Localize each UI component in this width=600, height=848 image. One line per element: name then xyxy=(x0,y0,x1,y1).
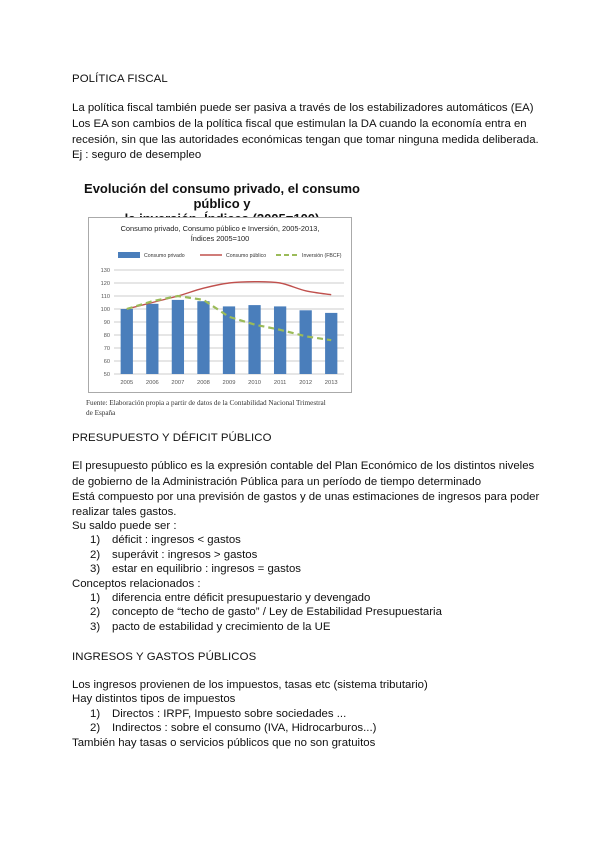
y-tick-label: 110 xyxy=(101,294,110,301)
list-number: 1) xyxy=(90,708,101,720)
paragraph-line: La política fiscal también puede ser pasiva a través de los estabilizadores automáticos (EA) xyxy=(72,102,534,114)
legend-label: Inversión (FBCF) xyxy=(302,253,342,259)
list-text: pacto de estabilidad y crecimiento de la UE xyxy=(112,621,331,633)
x-tick-label: 2009 xyxy=(222,380,236,386)
bar xyxy=(248,305,260,374)
paragraph-line: Está compuesto por una previsión de gastos y de unas estimaciones de ingresos para poder xyxy=(72,491,540,503)
bar xyxy=(223,306,235,374)
paragraph-line: También hay tasas o servicios públicos que no son gratuitos xyxy=(72,737,376,749)
chart-x-axis xyxy=(120,380,337,386)
list-text: Indirectos : sobre el consumo (IVA, Hidrocarburos...) xyxy=(112,722,377,734)
legend-swatch xyxy=(118,252,140,258)
paragraph-line: recesión, sin que las autoridades económicas tengan que tomar ninguna medida deliberada. xyxy=(72,134,539,146)
section-title-presupuesto: PRESUPUESTO Y DÉFICIT PÚBLICO xyxy=(72,432,272,444)
bar xyxy=(325,313,337,374)
paragraph-line: Conceptos relacionados : xyxy=(72,578,201,590)
bar xyxy=(274,306,286,374)
y-tick-label: 70 xyxy=(103,346,110,353)
paragraph-line: de gobierno de la Administración Pública para un período de tiempo determinado xyxy=(72,476,482,488)
list-item xyxy=(90,720,376,736)
list-text: estar en equilibrio : ingresos = gastos xyxy=(112,563,302,575)
list-number: 2) xyxy=(90,722,101,734)
x-tick-label: 2006 xyxy=(145,380,159,386)
paragraph-line: Su saldo puede ser : xyxy=(72,520,177,532)
x-tick-label: 2011 xyxy=(273,380,287,386)
x-tick-label: 2012 xyxy=(299,380,313,386)
list-text: Directos : IRPF, Impuesto sobre sociedades ... xyxy=(112,708,347,720)
paragraph-line: Ej : seguro de desempleo xyxy=(72,149,202,161)
y-tick-label: 120 xyxy=(100,281,110,288)
list-text: superávit : ingresos > gastos xyxy=(112,549,258,561)
paragraph-line: Los EA son cambios de la política fiscal que estimulan la DA cuando la economía entra en xyxy=(72,118,527,130)
list-text: diferencia entre déficit presupuestario y devengado xyxy=(112,592,371,604)
list-number: 2) xyxy=(90,549,101,561)
paragraph-line: Hay distintos tipos de impuestos xyxy=(72,693,236,705)
figure-source-line: de España xyxy=(86,409,116,417)
section-title-politica-fiscal: POLÍTICA FISCAL xyxy=(72,73,168,85)
list-number: 1) xyxy=(90,534,101,546)
chart-bars xyxy=(121,300,338,374)
chart-title-line: Índices 2005=100 xyxy=(190,234,250,243)
y-tick-label: 100 xyxy=(100,307,110,314)
bar xyxy=(121,309,133,374)
chart-legend xyxy=(118,252,342,259)
bar xyxy=(146,304,158,374)
x-tick-label: 2013 xyxy=(324,380,338,386)
list-number: 2) xyxy=(90,606,101,618)
x-tick-label: 2005 xyxy=(120,380,134,386)
list-item xyxy=(90,561,301,577)
list-item xyxy=(90,532,241,548)
legend-label: Consumo privado xyxy=(144,253,185,259)
x-tick-label: 2007 xyxy=(171,380,185,386)
y-tick-label: 80 xyxy=(103,333,110,340)
chart-title-line: Consumo privado, Consumo público e Inversión, 2005-2013, xyxy=(120,224,320,233)
list-text: déficit : ingresos < gastos xyxy=(112,534,241,546)
list-number: 3) xyxy=(90,621,101,633)
paragraph-line: Los ingresos provienen de los impuestos, tasas etc (sistema tributario) xyxy=(72,679,428,691)
bar xyxy=(197,301,209,374)
x-tick-label: 2010 xyxy=(248,380,262,386)
list-item xyxy=(90,619,330,635)
list-text: concepto de “techo de gasto” / Ley de Estabilidad Presupuestaria xyxy=(112,606,442,618)
figure-source-line: Fuente: Elaboración propia a partir de datos de la Contabilidad Nacional Trimestral xyxy=(86,399,326,407)
bar xyxy=(172,300,184,374)
list-number: 3) xyxy=(90,563,101,575)
legend-label: Consumo público xyxy=(226,253,267,259)
x-tick-label: 2008 xyxy=(196,380,210,386)
y-tick-label: 130 xyxy=(100,268,110,275)
y-tick-label: 60 xyxy=(103,359,110,366)
chart xyxy=(88,217,352,393)
figure-title-line: Evolución del consumo privado, el consumo público y xyxy=(84,181,360,211)
paragraph-line: realizar tales gastos. xyxy=(72,506,177,518)
y-tick-label: 90 xyxy=(103,320,110,327)
list-item xyxy=(90,604,442,620)
paragraph-line: El presupuesto público es la expresión contable del Plan Económico de los distintos niveles xyxy=(72,460,535,472)
bar xyxy=(300,310,312,374)
section-title-ingresos: INGRESOS Y GASTOS PÚBLICOS xyxy=(72,651,257,663)
y-tick-label: 50 xyxy=(103,372,110,379)
list-number: 1) xyxy=(90,592,101,604)
